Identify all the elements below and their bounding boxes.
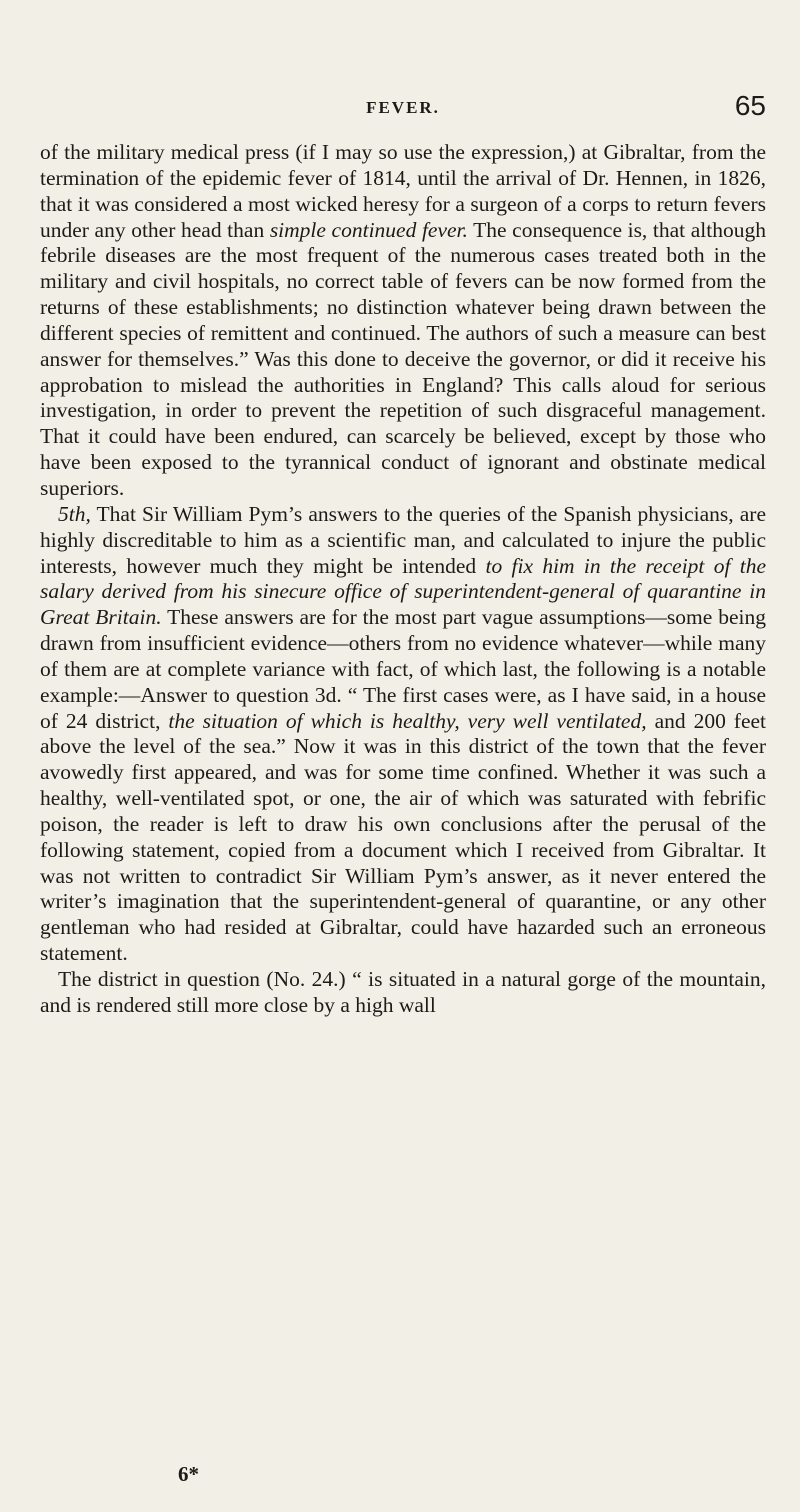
italic-text-segment: the situation of which is healthy, very well ventilated, [168, 708, 647, 733]
text-segment: The district in question (No. 24.) “ is situated in a natural gorge of the mountain, and is rendered still more close by a high wall [40, 967, 766, 1017]
running-title: FEVER. [366, 98, 440, 117]
page-number: 65 [734, 90, 766, 121]
italic-text-segment: 5th, [58, 501, 91, 526]
body-text [40, 140, 766, 1019]
text-segment: of the military medical press (if I may so use the expression,) at Gibraltar, from the termination of the epidemic fever of 1814, until the arrival of Dr. Hennen, in 1826, that it was considered a most wicked heresy for a surgeon of a corps to return fevers under any other head than [40, 140, 766, 242]
italic-text-segment: simple continued fever. [269, 217, 468, 242]
text-segment: and 200 feet above the level of the sea.” Now it was in this district of the town that the fever avowedly first appeared, and was for some time confined. Whether it was such a healthy, well-ventilated spot, or one, the air of which was saturated with febrific poison, the reader is left to draw his own conclusions after the perusal of the following statement, copied from a document which I received from Gibraltar. It was not written to contradict Sir William Pym’s answer, as it never entered the writer’s imagination that the superintendent-general of quarantine, or any other gentleman who had resided at Gibraltar, could have hazarded such an erroneous statement. [40, 708, 767, 966]
paragraph-3 [40, 967, 766, 1019]
paragraph-1 [40, 140, 766, 502]
text-segment: That Sir William Pym’s answers to the queries of the Spanish physicians, are highly discreditable to him as a scientific man, and calculated to injure the public interests, however much they might be intended [40, 501, 766, 578]
running-head [40, 90, 766, 130]
italic-text-segment: to fix him in the receipt of the salary derived from his sinecure office of superintendent-general of quarantine in Great Britain. [40, 553, 767, 630]
signature-mark: 6* [178, 1462, 199, 1486]
paragraph-2 [40, 502, 766, 967]
text-segment: The consequence is, that although febrile diseases are the most frequent of the numerous cases treated both in the military and civil hospitals, no correct table of fevers can be now formed from the returns of these establishments; no distinction whatever being drawn between the different species of remittent and continued. The authors of such a measure can best answer for themselves.” Was this done to deceive the governor, or did it receive his approbation to mislead the authorities in England? This calls aloud for serious investigation, in order to prevent the repetition of such disgraceful management. That it could have been endured, can scarcely be believed, except by those who have been exposed to the tyrannical conduct of ignorant and obstinate medical superiors. [40, 217, 766, 500]
text-segment: These answers are for the most part vague assumptions—some being drawn from insufficient evidence—others from no evidence whatever—while many of them are at complete variance with fact, of which last, the following is a notable example:—Answer to question 3d. “ The first cases were, as I have said, in a house of 24 district, [40, 605, 766, 733]
